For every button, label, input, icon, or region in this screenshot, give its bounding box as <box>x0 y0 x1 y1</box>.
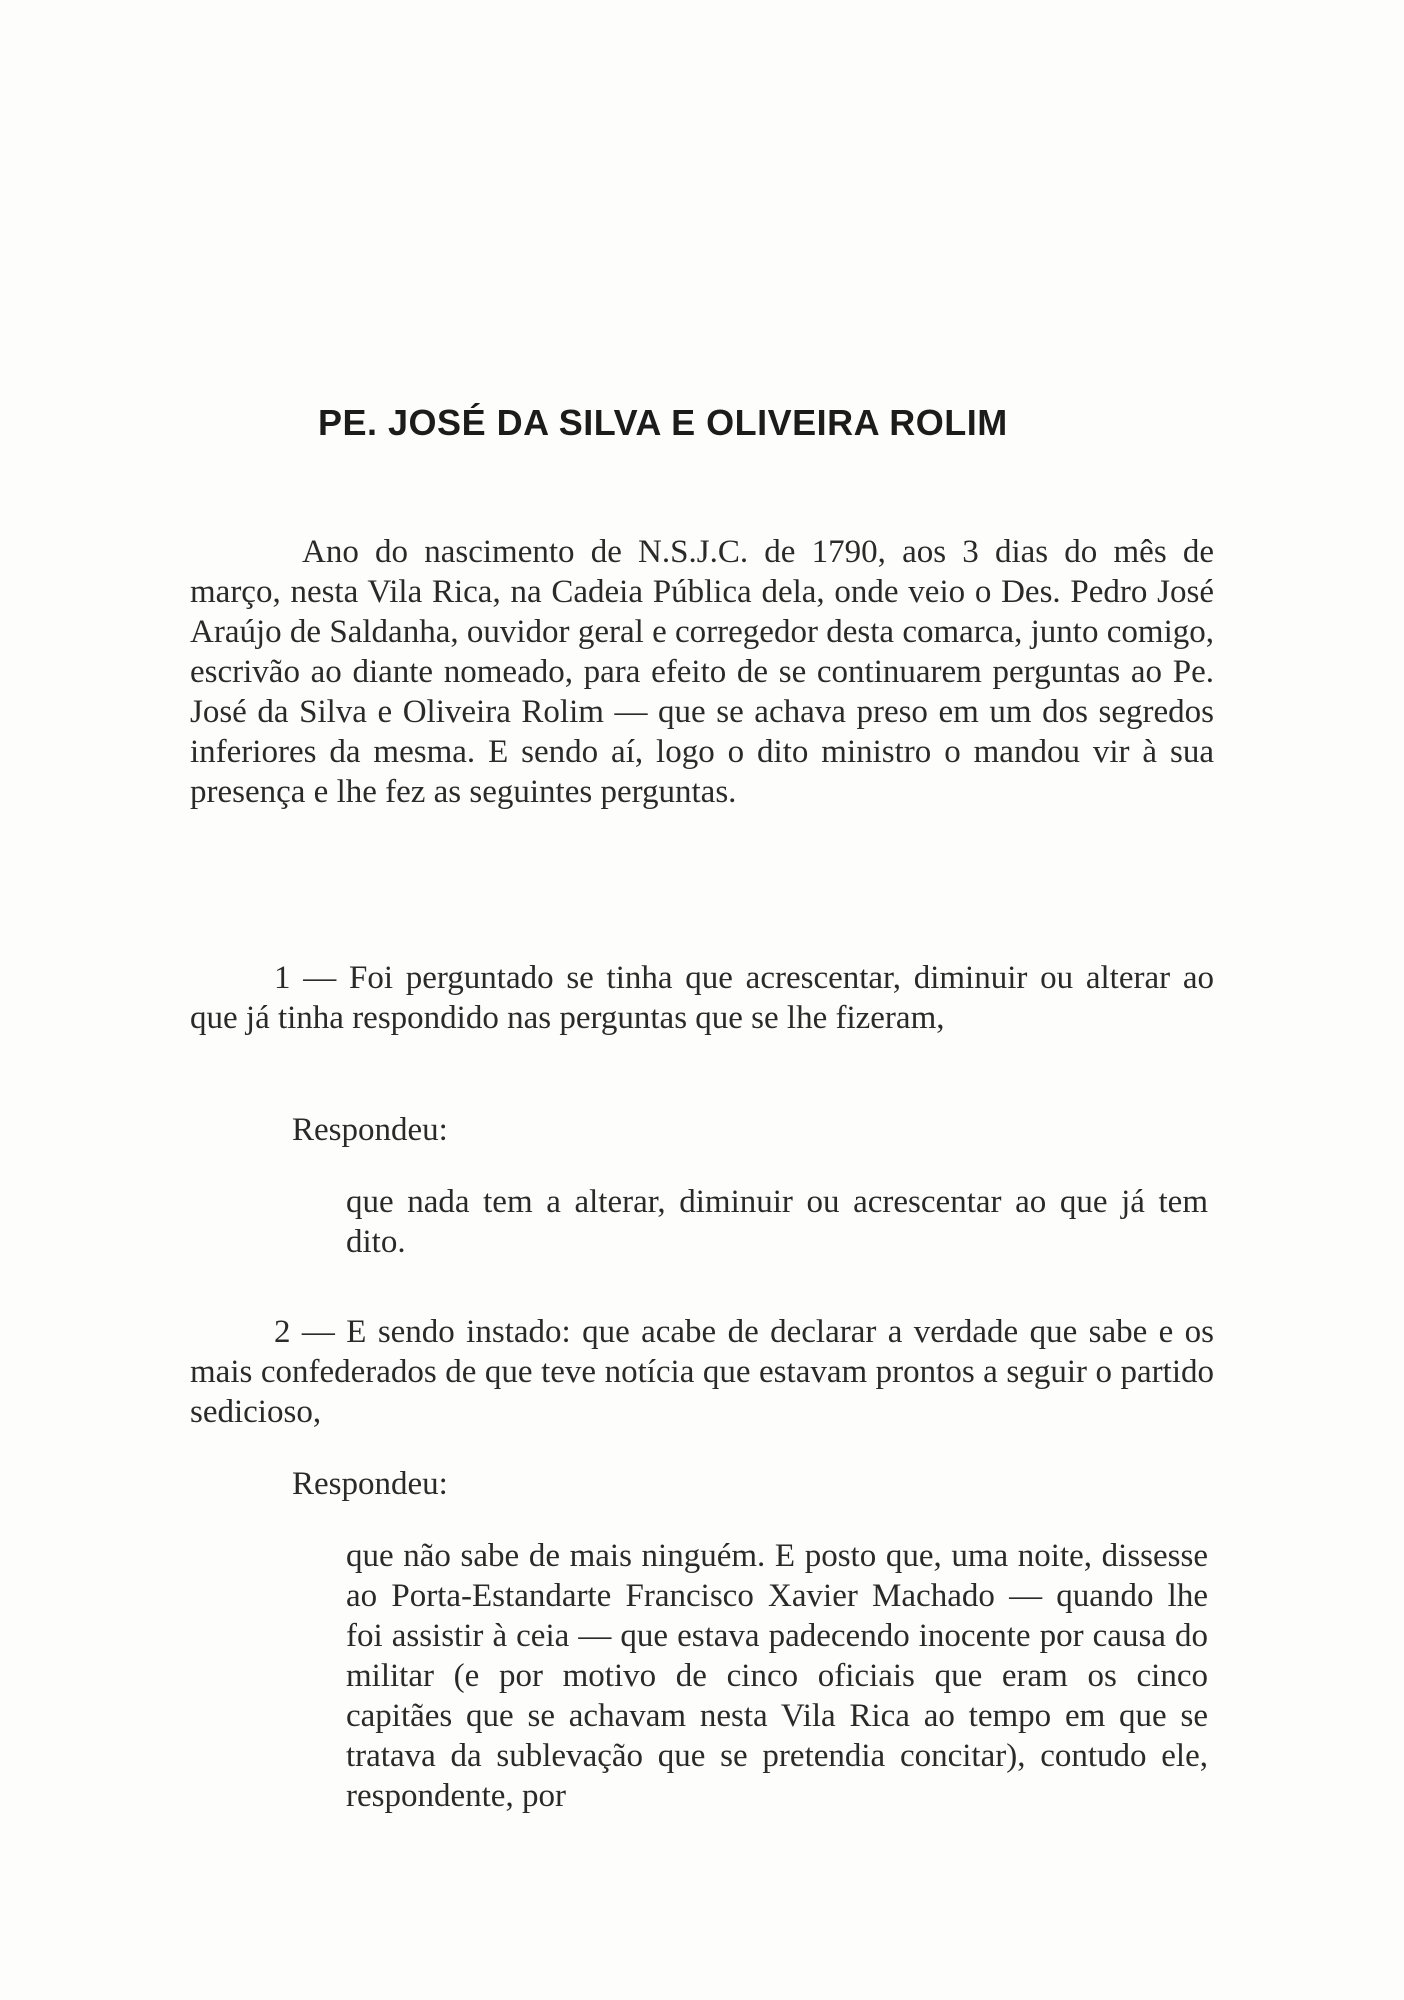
question-2: 2 — E sendo instado: que acabe de declarar a verdade que sabe e os mais confederados de que teve notícia que estavam prontos a seguir o partido sedicioso, <box>190 1314 1214 1430</box>
intro-paragraph: Ano do nascimento de N.S.J.C. de 1790, aos 3 dias do mês de março, nesta Vila Rica, na Cadeia Pública dela, onde veio o Des. Pedro José Araújo de Saldanha, ouvidor geral e corregedor desta comarca, junto comigo, escrivão ao diante nomeado, para efeito de se continuarem perguntas ao Pe. José da Silva e Oliveira Rolim — que se achava preso em um dos segredos inferiores da mesma. E sendo aí, logo o dito ministro o mandou vir à sua presença e lhe fez as seguintes perguntas. <box>190 534 1214 810</box>
answer-1: que nada tem a alterar, diminuir ou acrescentar ao que já tem dito. <box>346 1184 1208 1260</box>
answer-2: que não sabe de mais ninguém. E posto que, uma noite, dissesse ao Porta-Estandarte Francisco Xavier Machado — quando lhe foi assistir à ceia — que estava padecendo inocente por causa do militar (e por motivo de cinco oficiais que eram os cinco capitães que se achavam nesta Vila Rica ao tempo em que se tratava da sublevação que se pretendia concitar), contudo ele, respondente, por <box>346 1538 1208 1814</box>
document-title: PE. JOSÉ DA SILVA E OLIVEIRA ROLIM <box>318 402 1008 443</box>
response-label-1: Respondeu: <box>292 1112 448 1148</box>
response-label-2: Respondeu: <box>292 1466 448 1502</box>
question-1: 1 — Foi perguntado se tinha que acrescentar, diminuir ou alterar ao que já tinha respondido nas perguntas que se lhe fizeram, <box>190 960 1214 1036</box>
